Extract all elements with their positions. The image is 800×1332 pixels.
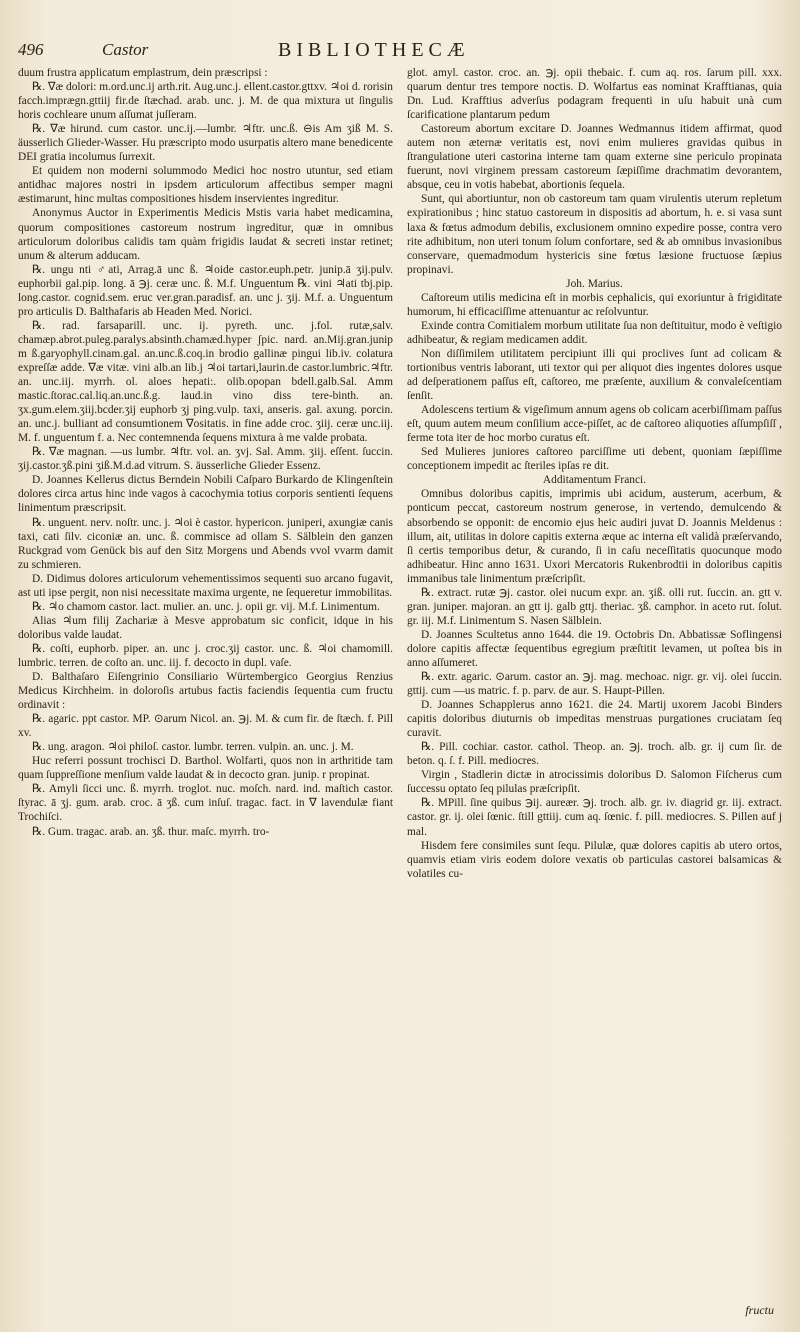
paragraph: Joh. Marius.: [566, 277, 623, 290]
paragraph: ℞. unguent. nerv. noſtr. unc. j. ♃oi è castor. hypericon. juniperi, axungiæ canis taxi, cati ſilv. ciconiæ an. unc. ß. commisce ad ollam S. Sälblein den ganzen Ruckgrad vom Genück bis auf den Sitz Morgens und Abends vvol vvarm damit zu schmieren.: [18, 516, 393, 571]
paragraph: ℞. ∇æ hirund. cum castor. unc.ij.—lumbr. ♃ftr. unc.ß. ⊖is Am ʒiß M. S. äusserlich Glieder-Wasser. Hu præscripto modo usurpatis altero mane benedicente DEI gratia incolumus ſurrexit.: [18, 123, 393, 164]
running-head: [18, 40, 782, 64]
paragraph: Additamentum Franci.: [542, 474, 647, 487]
page-number: 496: [18, 40, 44, 59]
paragraph: glot. amyl. castor. croc. an. ℈j. opii thebaic. f. cum aq. ros. ſarum pill. xxx. quarum dentur tres tempore noctis. D. Wolfartus eas nominat Krafftianas, quia Dn. Lud. Krafftius adverſus podagram frequenti in uſu habuit unà cum ſcarificatione plantarum pedum: [407, 67, 782, 122]
paragraph: Non diſſimilem utilitatem percipiunt illi qui proclives ſunt ad colicam & tortionibus ventris laborant, uti textor qui per aliquot dies ingentes dolores usque ad deſperationem paſſus eſt, caſtoreo, me præſente, auxilium & convaleſcentiam ſenſit.: [407, 347, 782, 403]
right-column: [407, 66, 782, 1322]
section-title: Castor: [102, 40, 149, 59]
paragraph: Castoreum abortum excitare D. Joannes Wedmannus itidem affirmat, quod autem non æternæ veritatis est, novi enim mulieres gravidas quibus in ſtrangulatione uteri castorina interne tam quam externe sine periculo propinata fuerunt, novi virginem pressam castoreum ſæpiſſime drachmatim devorantem, absque, ceu in votis habebat, abortionis ſequela.: [407, 123, 782, 192]
paragraph: ℞. coſti, euphorb. piper. an. unc j. croc.ʒij castor. unc. ß. ♃oi chamomill. lumbric. terren. de coſto an. unc. iij. f. decocto in dupl. vaſe.: [18, 642, 393, 669]
paragraph: ℞. MPill. ſine quibus ℈ij. aureær. ℈j. troch. alb. gr. iv. diagrid gr. iij. extract. castor. gr. ij. olei ſœnic. ſtill gttiij. cum aq. ſœnic. f. pill. mediocres. S. Pillen auf j mal.: [407, 797, 782, 838]
text-columns: [18, 66, 782, 1322]
paragraph: ℞. ∇æ magnan. —us lumbr. ♃ftr. vol. an. ʒvj. Sal. Amm. ʒiij. eſſent. ſuccin. ʒij.castor.ʒß.pini ʒiß.M.d.ad vitrum. S. äusserliche Glieder Essenz.: [18, 446, 393, 473]
paragraph: D. Joannes Kellerus dictus Berndein Nobili Caſparo Burkardo de Klingenſtein dolores circa artus hinc inde vagos à cacochymia totius corporis sentienti ſequens linimentum præscripsit.: [18, 474, 393, 515]
paragraph: Anonymus Auctor in Experimentis Medicis Mstis varia habet medicamina, quorum compositiones castoreum nostrum ingreditur, quæ in omnibus articulorum doloribus calidis tam quàm frigidis laudat & secreti instar retinet; unum & alterum adducam.: [18, 207, 393, 262]
paragraph: Omnibus doloribus capitis, imprimis ubi acidum, austerum, acerbum, & ponticum peccat, castoreum nostrum generose, in vertendo, demulcendo & absorbendo se opponit: de encomio ejus heic audiri juvat D. Joannis Meldenus : illum, ait, utilitas in dolore capitis externa æque ac interna eſt validà præſervando, ſi certis temporibus detur, & curando, ſi in caſu neceſſitatis quocunque modo adhibeatur. Hinc anno 1631. Uxori Mercatoris Rukenbrodtii in doloribus capitis immanibus tale linimentum præſcripſit.: [407, 488, 782, 585]
paragraph: Hisdem fere consimiles sunt ſequ. Pilulæ, quæ dolores capitis ab utero ortos, quamvis etiam viris eodem dolore vexatis ob particulas castorei balsamicas & volatiles cu-: [407, 839, 782, 880]
catchword: fructu: [745, 1303, 774, 1317]
paragraph: ℞. rad. farsaparill. unc. ij. pyreth. unc. j.fol. rutæ,salv. chamæp.abrot.puleg.paralys.absinth.chamæd.hyper ʃpic. nard. an.Mij.gran.junip m ß.garyophyll.cinam.gal. an.unc.ß.coq.in brodio gallinæ pingui lib.iv. colatura expreſſæ adde. ∇æ vitæ. vini alb.an lib.j ♃oi tartari,laurin.de castor.lumbric.♃ftr. an. unc.iij. myrrh. ol. aloes hepati:. olib.opopan bdell.galb.Sal. Amm mastic.ſtorac.cal.liq.an.unc.ß.g. laud.in vino diss tere-binth. an. ʒx.gum.elem.ʒiij.bcder.ʒij euphorb ʒj ping.vulp. taxi, anseris. gal. axung. porcin. an. unc.j. bulliant ad consumtionem ∇ositatis. in fine adde croc. ʒiij. ceræ unc.iij. M. f. unguentum f. a. Nec contemnenda ſequens mixtura à me valde probata.: [18, 319, 393, 445]
paragraph: Caſtoreum utilis medicina eſt in morbis cephalicis, qui exoriuntur à frigiditate humorum, hi efficaciſſime attenuantur ac reſolvuntur.: [407, 291, 782, 318]
paragraph: ℞. ♃o chamom castor. lact. mulier. an. unc. j. opii gr. vij. M.f. Linimentum.: [32, 600, 380, 613]
paragraph: D. Joannes Scultetus anno 1644. die 19. Octobris Dn. Abbatissæ Soflingensi dolore capitis affectæ ſequentibus egregium præſtitit levamen, ut poſtea bis in anno aſſumeret.: [407, 628, 782, 669]
paragraph: Virgin , Stadlerin dictæ in atrocissimis doloribus D. Salomon Fiſcherus cum ſuccessu optato ſeq pilulas præſcripſit.: [407, 769, 782, 796]
paragraph: D. Didimus dolores articulorum vehementissimos sequenti suo arcano fugavit, ast uti ipse pergit, non nisi necessitate maxima urgente, ne ſequeretur immobilitas.: [18, 572, 393, 599]
paragraph: ℞. ung. aragon. ♃oi philoſ. castor. lumbr. terren. vulpin. an. unc. j. M.: [32, 741, 354, 754]
paragraph: ℞. Amyli ſicci unc. ß. myrrh. troglot. nuc. moſch. nard. ind. maſtich castor. ſtyrac. ā ʒj. gum. arab. croc. ā ʒß. cum inſuſ. tragac. fact. in ∇ lavendulæ fiant Trochiſci.: [18, 783, 393, 824]
paragraph: duum frustra applicatum emplastrum, dein præscripsi :: [18, 67, 268, 79]
paragraph: ℞. extract. rutæ ℈j. castor. olei nucum expr. an. ʒiß. olli rut. ſuccin. an. gtt v. gran. juniper. majoran. an gtt ij. galb gttj. theriac. ʒß. camphor. in aceto rut. ſolut. gr. iij. M.f. Linimentum S. Nasen Sälblein.: [407, 586, 782, 627]
left-column: [18, 66, 393, 1322]
paragraph: D. Balthaſaro Eiſengrinio Consiliario Würtembergico Georgius Renzius Medicus Kirchheim. in doloroſis artubus factis faciendis ſequentia cum fructu ordinavit :: [18, 671, 393, 712]
paragraph: Sed Mulieres juniores caſtoreo parciſſime uti debent, quoniam ſæpiſſime conceptionem impedit ac ſteriles ipſas re dit.: [407, 446, 782, 473]
book-title: BIBLIOTHECÆ: [278, 39, 470, 61]
paragraph: Exinde contra Comitialem morbum utilitate ſua non deſtituitur, modo è veſtigio adhibeatur, & regiam medicamen addit.: [407, 319, 782, 346]
paragraph: Adolescens tertium & vigeſimum annum agens ob colicam acerbiſſimam paſſus eſt, quum autem meum conſilium acce-piſſet, ac de caſtoreo aliquoties aſſumpſiſſ , ferme tota iter de hoc morbo curatus eſt.: [407, 404, 782, 445]
paragraph: ℞. Pill. cochiar. castor. cathol. Theop. an. ℈j. troch. alb. gr. ij cum ſir. de beton. q. ſ. f. Pill. mediocres.: [407, 741, 782, 768]
paragraph: D. Joannes Schapplerus anno 1621. die 24. Martij uxorem Jacobi Binders capitis doloribus diuturnis ob impeditas menstruas purgationes cruciatam ſeq curavit.: [407, 699, 782, 740]
paragraph: ℞. agaric. ppt castor. MP. ⊙arum Nicol. an. ℈j. M. & cum fir. de ſtæch. f. Pill xv.: [18, 713, 393, 740]
paragraph: ℞. Gum. tragac. arab. an. ʒß. thur. maſc. myrrh. tro-: [32, 825, 270, 838]
paragraph: Huc referri possunt trochisci D. Barthol. Wolfarti, quos non in arthritide tam quam ſuppreſſione menſium valde laudat & in decocto gran. junip. r propinat.: [18, 755, 393, 782]
paragraph: Sunt, qui abortiuntur, non ob castoreum tam quam virulentis uterum repletum expirationibus ; hinc statuo castoreum in dispositis ad abortum, h. e. si vasa sunt laxa & fœtus admodum debilis, exclusionem omnino expedire posse, contra vero rite adhibitum, non uteri tonum ſolum confortare, sed & ab omnibus invasionibus conservare, quemadmodum hystericis sine fœtus læsione fructuose ſæpius propinavi.: [407, 193, 782, 276]
paragraph: Alias ♃um filij Zachariæ à Mesve approbatum sic conficit, idque in his doloribus valde laudat.: [18, 614, 393, 641]
paragraph: ℞. ungu nti ♂ati, Arrag.ā unc ß. ♃oide castor.euph.petr. junip.ā ʒij.pulv. euphorbii gal.pip. long. ā ℈j. ceræ unc. ß. M.f. Unguentum ℞. vini ♃ati tbj.pip. long.castor. cognid.sem. eruc ver.gran.paradisf. an. unc j. ʒij. M.f. a. Unguentum pro articulis D. Balthafaris ab Headen Med. Norici.: [18, 263, 393, 318]
paragraph: Et quidem non moderni solummodo Medici hoc nostro utuntur, sed etiam antidhac majores nostri in ipsdem articulorum affectibus semper magni æstimarunt, hinc multas compositiones hisdem inservientes ingreditur.: [18, 165, 393, 206]
paragraph: ℞. extr. agaric. ⊙arum. castor an. ℈j. mag. mechoac. nigr. gr. vij. olei ſuccin. gttij. cum —us matric. f. p. parv. de aur. S. Haupt-Pillen.: [407, 671, 782, 698]
paragraph: ℞. ∇æ dolori: m.ord.unc.ij arth.rit. Aug.unc.j. ellent.castor.gttxv. ♃oi d. rorisin facch.imprægn.gttiij fir.de ſtæchad. arab. unc. j. M. de qua mixtura ut ſingulis horis cochleare unum aſſumat juſſeram.: [18, 81, 393, 122]
